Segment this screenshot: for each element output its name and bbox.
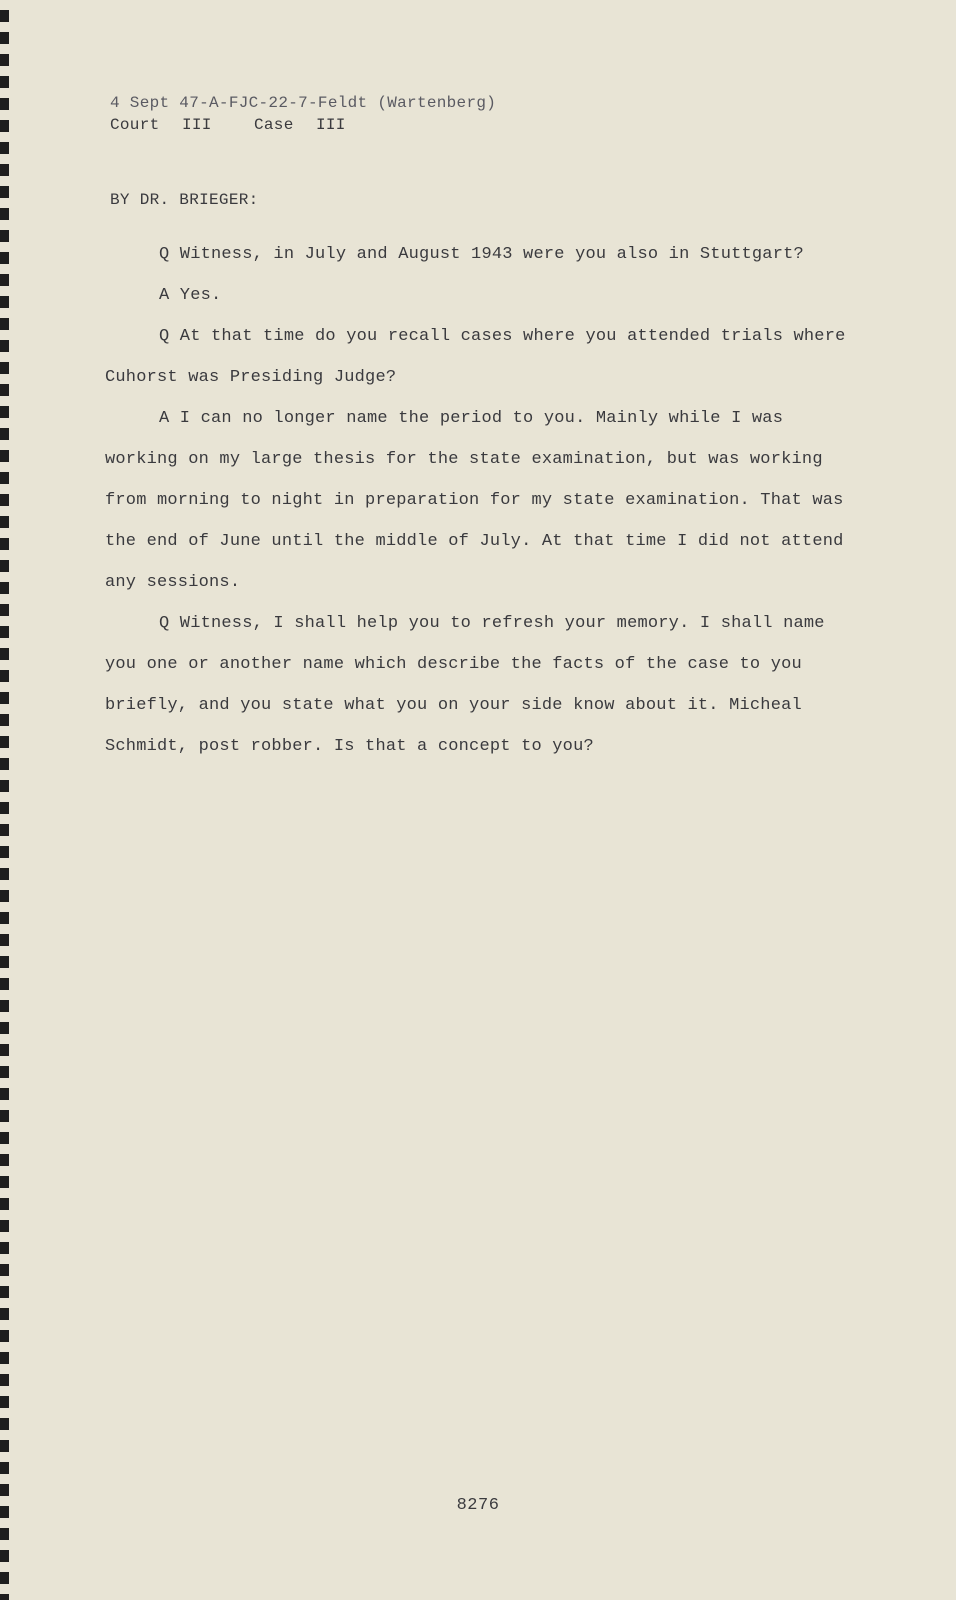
transcript-paragraph: Q Witness, in July and August 1943 were you also in Stuttgart? (159, 245, 804, 264)
case-label: Case (254, 116, 294, 134)
examiner-line: BY DR. BRIEGER: (110, 191, 259, 209)
court-number: III (182, 116, 212, 134)
transcript-body (105, 234, 850, 767)
transcript-paragraph: Q Witness, I shall help you to refresh your memory. I shall name you one or another name which describe the facts of the case to you briefly, and you state what you on your side know about it. Micheal Schmidt, post robber. Is that a concept to you? (105, 614, 825, 756)
transcript-paragraph: A Yes. (159, 286, 222, 305)
transcript-paragraph: Q At that time do you recall cases where you attended trials where Cuhorst was Presiding Judge? (105, 327, 846, 387)
transcript-paragraph: A I can no longer name the period to you. Mainly while I was working on my large thesis for the state examination, but was working from morning to night in preparation for my state examination. That was the end of June until the middle of July. At that time I did not attend any sessions. (105, 409, 844, 592)
page-number: 8276 (456, 1496, 500, 1515)
binding-holes (0, 0, 9, 1600)
case-number: III (316, 116, 346, 134)
court-label: Court (110, 116, 160, 134)
reference-line: 4 Sept 47-A-FJC-22-7-Feldt (Wartenberg) (110, 94, 497, 112)
document-header (110, 92, 496, 136)
court-case-line (110, 114, 496, 136)
